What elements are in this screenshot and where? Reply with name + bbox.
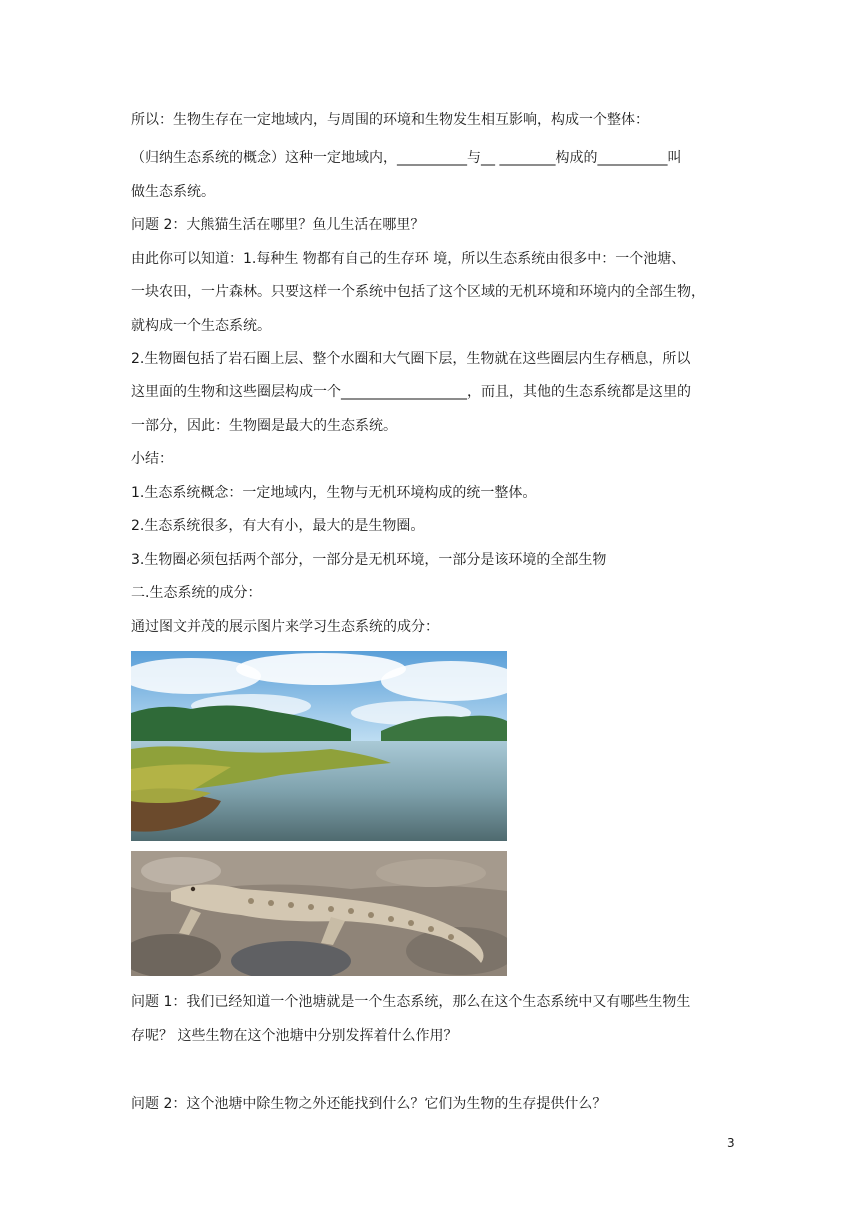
page-number: 3 <box>727 1136 735 1150</box>
text-line: 问题 2：这个池塘中除生物之外还能找到什么？它们为生物的生存提供什么？ <box>131 1096 607 1112</box>
text-line: 2.生物圈包括了岩石圈上层、整个水圈和大气圈下层，生物就在这些圈层内生存栖息，所以 <box>131 351 691 367</box>
text-line: 1.生态系统概念：一定地域内，生物与无机环境构成的统一整体。 <box>131 485 537 501</box>
text-line: 问题 2：大熊猫生活在哪里？鱼儿生活在哪里？ <box>131 217 425 233</box>
text-line: 一部分，因此：生物圈是最大的生态系统。 <box>131 418 397 434</box>
text-line: （归纳生态系统的概念）这种一定地域内，__________与__ ________构成的__________叫 <box>131 150 682 166</box>
text-line: 3.生物圈必须包括两个部分，一部分是无机环境，一部分是该环境的全部生物 <box>131 552 607 568</box>
text-line: 由此你可以知道：1.每种生 物都有自己的生存环 境，所以生态系统由很多中：一个池塘、 <box>131 251 686 267</box>
section-heading-summary: 小结： <box>131 451 173 467</box>
text-line: 这里面的生物和这些圈层构成一个__________________，而且，其他的生态系统都是这里的 <box>131 384 691 400</box>
text-line: 存呢？ 这些生物在这个池塘中分别发挥着什么作用？ <box>131 1028 458 1044</box>
text-line: 一块农田，一片森林。只要这样一个系统中包括了这个区域的无机环境和环境内的全部生物， <box>131 284 705 300</box>
text-line: 做生态系统。 <box>131 184 215 200</box>
text-line: 通过图文并茂的展示图片来学习生态系统的成分： <box>131 619 439 635</box>
text-line: 所以：生物生存在一定地域内，与周围的环境和生物发生相互影响，构成一个整体： <box>131 112 649 128</box>
text-line: 问题 1：我们已经知道一个池塘就是一个生态系统，那么在这个生态系统中又有哪些生物生 <box>131 994 691 1010</box>
lizard-image <box>131 851 507 976</box>
section-heading-components: 二.生态系统的成分： <box>131 585 262 601</box>
pond-landscape-image <box>131 651 507 841</box>
text-line: 就构成一个生态系统。 <box>131 318 271 334</box>
text-line: 2.生态系统很多，有大有小，最大的是生物圈。 <box>131 518 425 534</box>
